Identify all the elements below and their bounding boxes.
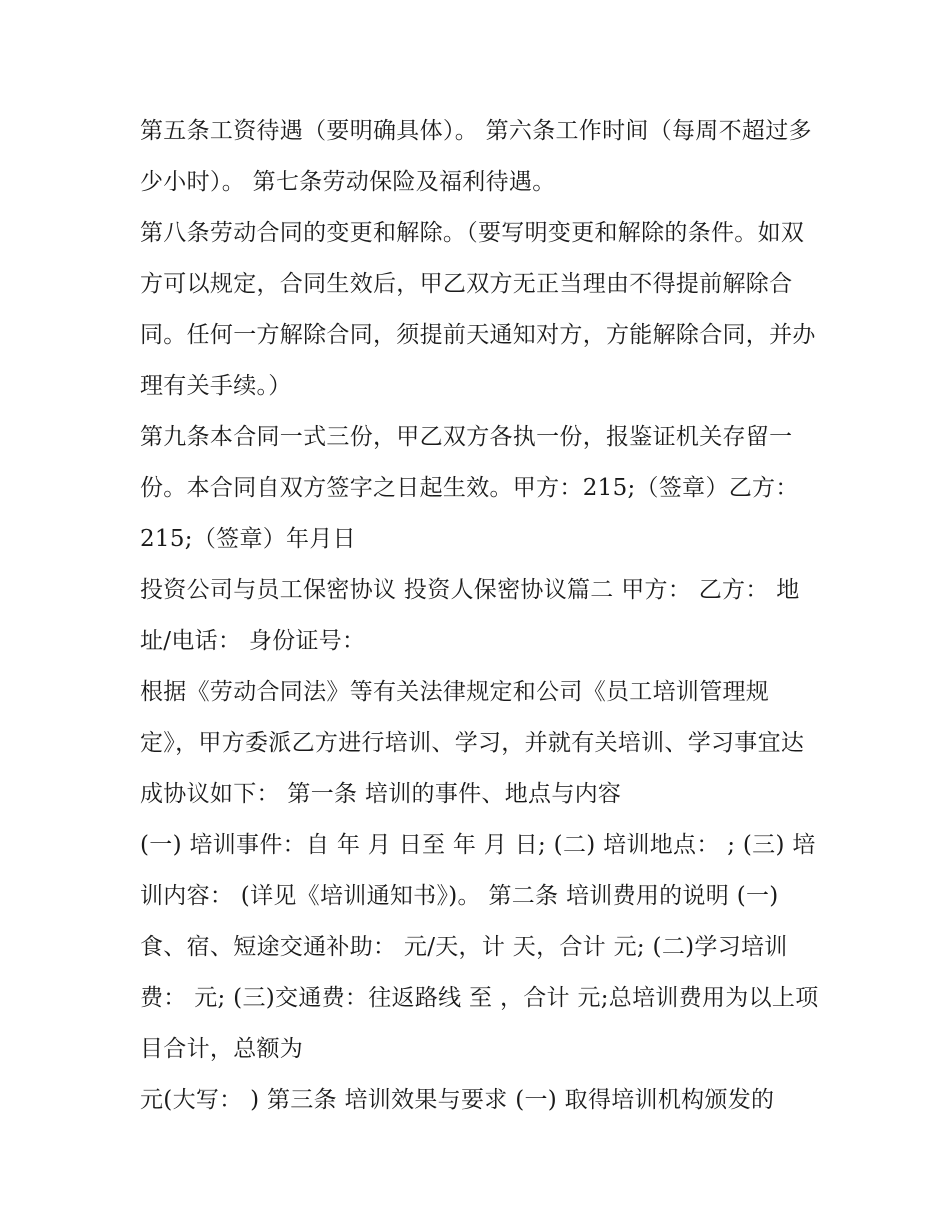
paragraph-preamble: 根据《劳动合同法》等有关法律规定和公司《员工培训管理规定》，甲方委派乙方进行培训、学习，并就有关培训、学习事宜达成协议如下： 第一条 培训的事件、地点与内容 bbox=[140, 679, 805, 807]
paragraph-training-details: (一) 培训事件：自 年 月 日至 年 月 日; (二) 培训地点： ; (三) 培训内容： (详见《培训通知书》)。 第二条 培训费用的说明 (一)食、宿、短途交通补助： 元/天，计 天，合计 元; (二)学习培训费： 元; (三)交通费：往返路线 至 ，合计 元;总培训费用为以上项目合计，总额为 bbox=[140, 832, 819, 1062]
paragraph-article-5-7: 第五条工资待遇（要明确具体）。 第六条工作时间（每周不超过多少小时）。 第七条劳动保险及福利待遇。 bbox=[140, 118, 812, 195]
paragraph-article-9: 第九条本合同一式三份，甲乙双方各执一份，报鉴证机关存留一份。本合同自双方签字之日起生效。甲方：215;（签章）乙方：215;（签章）年月日 bbox=[140, 424, 799, 552]
paragraph-confidentiality-header: 投资公司与员工保密协议 投资人保密协议篇二 甲方： 乙方： 地址/电话： 身份证号： bbox=[140, 577, 800, 654]
paragraph-article-3: 元(大写： ) 第三条 培训效果与要求 (一) 取得培训机构颁发的 bbox=[140, 1087, 775, 1113]
document-body bbox=[140, 106, 820, 1126]
paragraph-article-8: 第八条劳动合同的变更和解除。（要写明变更和解除的条件。如双方可以规定，合同生效后，甲乙双方无正当理由不得提前解除合同。任何一方解除合同，须提前天通知对方，方能解除合同，并办理有关手续。） bbox=[140, 220, 816, 399]
